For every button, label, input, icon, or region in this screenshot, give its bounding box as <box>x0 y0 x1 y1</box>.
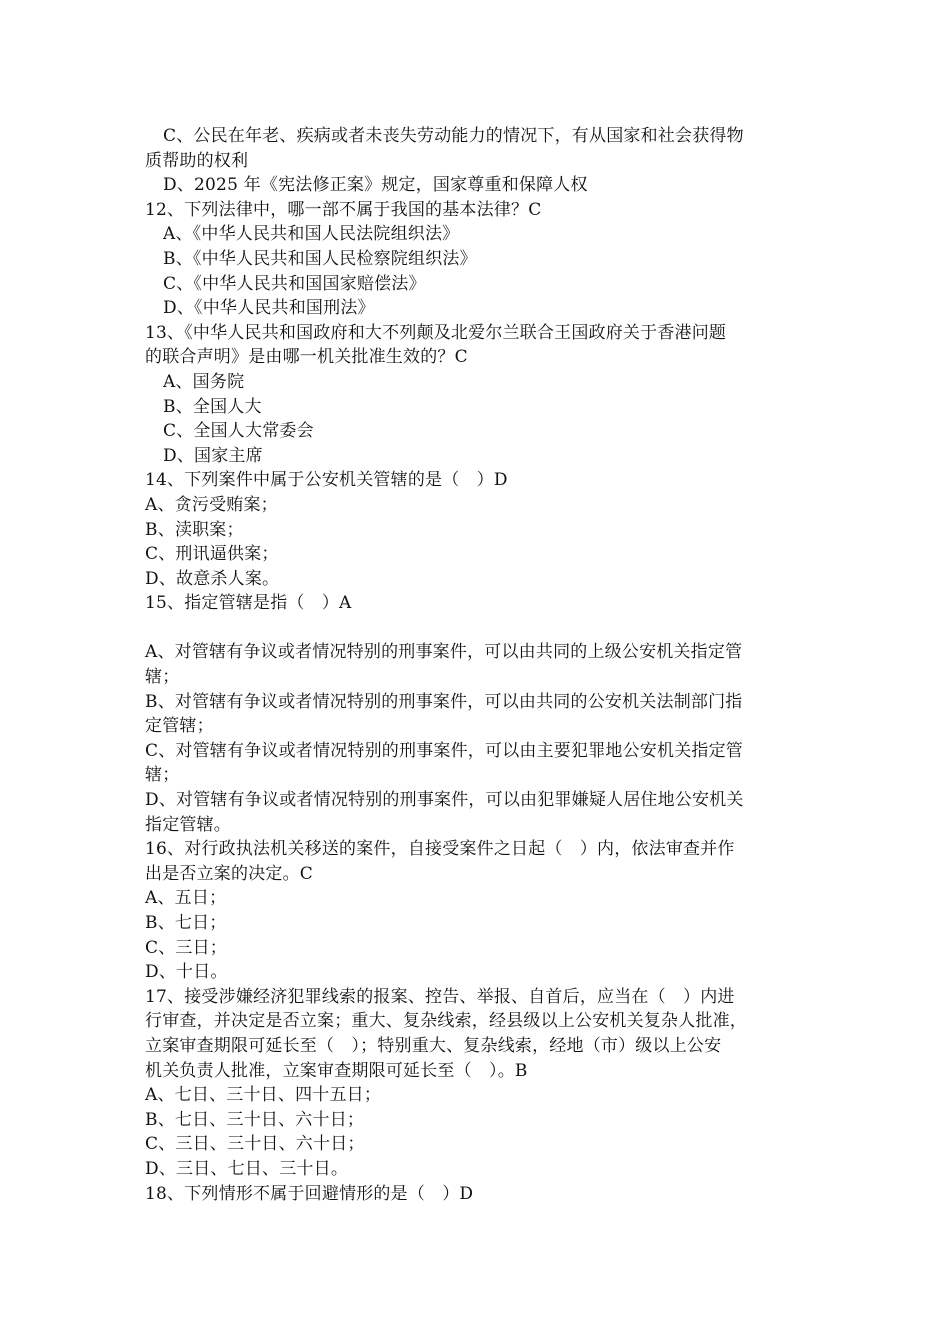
text-line: C、三日、三十日、六十日； <box>145 1134 365 1155</box>
text-line: 12、下列法律中，哪一部不属于我国的基本法律？C <box>145 199 542 220</box>
text-line: C、《中华人民共和国国家赔偿法》 <box>163 273 426 294</box>
text-line: C、公民在年老、疾病或者未丧失劳动能力的情况下，有从国家和社会获得物 <box>163 126 744 146</box>
text-line: A、七日、三十日、四十五日； <box>145 1085 382 1106</box>
document-body <box>145 124 810 1206</box>
text-line: 15、指定管辖是指（ ）A <box>145 593 352 614</box>
text-line: D、十日。 <box>145 962 228 983</box>
text-line: 的联合声明》是由哪一机关批准生效的？C <box>145 347 468 368</box>
text-line: 立案审查期限可延长至（ ）；特别重大、复杂线索，经地（市）级以上公安 <box>145 1035 722 1056</box>
text-line: B、渎职案； <box>145 519 244 540</box>
text-line: A、五日； <box>145 888 227 909</box>
text-line: 质帮助的权利 <box>145 150 249 171</box>
text-line: C、对管辖有争议或者情况特别的刑事案件，可以由主要犯罪地公安机关指定管 <box>145 740 744 761</box>
text-line: 机关负责人批准，立案审查期限可延长至（ ）。B <box>145 1060 528 1081</box>
text-line: D、三日、七日、三十日。 <box>145 1158 349 1179</box>
text-line: 辖； <box>145 667 180 688</box>
text-line: 辖； <box>145 765 180 786</box>
text-line: A、贪污受贿案； <box>145 494 278 515</box>
text-line: D、《中华人民共和国刑法》 <box>163 298 375 319</box>
text-line: B、《中华人民共和国人民检察院组织法》 <box>163 248 477 269</box>
text-line: D、国家主席 <box>163 445 263 466</box>
text-line: 18、下列情形不属于回避情形的是（ ）D <box>145 1183 474 1204</box>
text-line: 14、下列案件中属于公安机关管辖的是（ ）D <box>145 470 508 491</box>
text-line: A、《中华人民共和国人民法院组织法》 <box>163 224 460 245</box>
text-line: D、对管辖有争议或者情况特别的刑事案件，可以由犯罪嫌疑人居住地公安机关 <box>145 790 744 811</box>
text-line: 行审查，并决定是否立案；重大、复杂线索，经县级以上公安机关复杂人批准， <box>145 1011 747 1032</box>
text-line: C、三日； <box>145 937 228 958</box>
text-line: D、2025 年《宪法修正案》规定，国家尊重和保障人权 <box>163 175 588 196</box>
text-line: 定管辖； <box>145 716 214 737</box>
text-line: A、对管辖有争议或者情况特别的刑事案件，可以由共同的上级公安机关指定管 <box>145 642 743 663</box>
blank-line <box>145 616 810 641</box>
text-line: C、刑讯逼供案； <box>145 544 279 565</box>
text-line: C、全国人大常委会 <box>163 421 314 442</box>
text-line: 出是否立案的决定。C <box>145 863 314 884</box>
text-line: B、七日； <box>145 913 227 933</box>
text-line: B、对管辖有争议或者情况特别的刑事案件，可以由共同的公安机关法制部门指 <box>145 691 743 712</box>
text-line: 17、接受涉嫌经济犯罪线索的报案、控告、举报、自首后，应当在（ ）内进 <box>145 986 735 1007</box>
text-line: 13、《中华人民共和国政府和大不列颠及北爱尔兰联合王国政府关于香港问题 <box>145 322 727 343</box>
text-line: 指定管辖。 <box>145 814 231 835</box>
text-line: D、故意杀人案。 <box>145 568 280 589</box>
text-line: A、国务院 <box>163 371 245 392</box>
text-line: 16、对行政执法机关移送的案件，自接受案件之日起（ ）内，依法审查并作 <box>145 839 735 860</box>
text-line: B、七日、三十日、六十日； <box>145 1109 365 1130</box>
text-line: B、全国人大 <box>163 396 262 417</box>
